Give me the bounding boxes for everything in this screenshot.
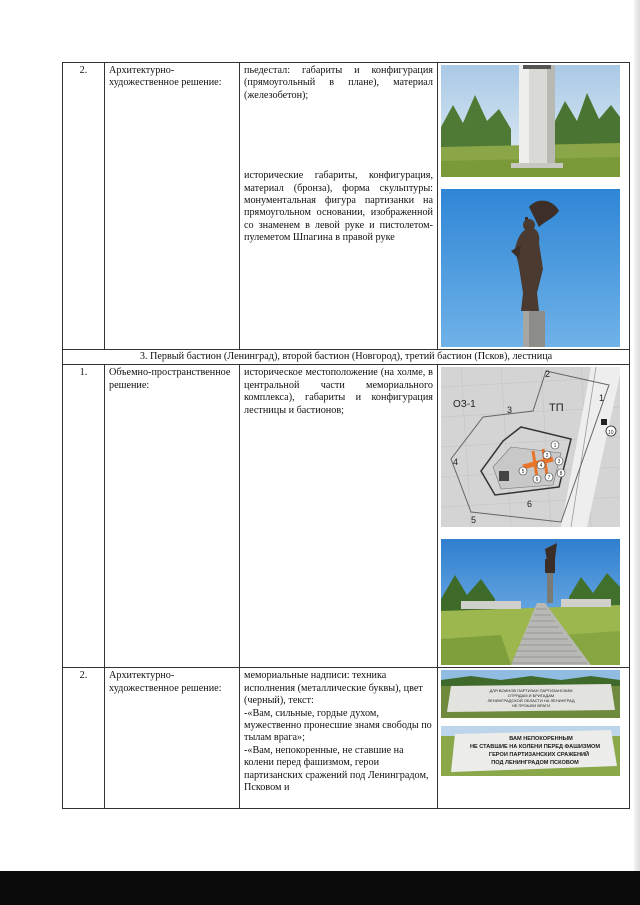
sculpture-photo [441, 189, 620, 347]
inscription-text-2: -«Вам, непокоренные, не ставшие на колени перед фашизмом, герои партизанских сражений под Ленинградом, Псковом и [244, 744, 429, 794]
pedestal-description: пьедестал: габариты и конфигурация (прямоугольный в плане), материал (железобетон); [244, 65, 433, 101]
plaque-1-line-2: ОТРЯДАМ И БРИГАДАМ [507, 693, 555, 699]
map-number-4: 4 [453, 457, 459, 468]
map-marker-8: 8 [559, 471, 563, 478]
row-images [438, 63, 630, 350]
map-number-10: 10 [608, 430, 614, 437]
row-images [438, 668, 630, 809]
row-number: 2. [63, 668, 105, 809]
row-number: 1. [63, 365, 105, 668]
stairs-photo [441, 539, 620, 665]
map-marker-2: 2 [545, 453, 549, 460]
plaque-photo-2 [441, 726, 620, 776]
section-header: 3. Первый бастион (Ленинград), второй бастион (Новгород), третий бастион (Псков), лестница [63, 350, 630, 365]
map-number-2: 2 [545, 369, 551, 380]
plaque-1-line-3: ЛЕНИНГРАДСКОЙ ОБЛАСТИ НА ЛЕНИНГРАД [487, 698, 575, 704]
map-marker-6: 6 [535, 477, 539, 484]
sculpture-description: исторические габариты, конфигурация, материал (бронза), форма скульптуры: монументальная фигура партизанки на прямоугольном основании, изображенной со знаменем в левой руке и пистолетом-пулеметом Шпагина в правой руке [244, 170, 433, 244]
row-description [240, 365, 438, 668]
row-description [240, 668, 438, 809]
map-marker-1: 1 [553, 443, 557, 450]
plaque-photo-1 [441, 670, 620, 718]
scan-edge [634, 0, 640, 905]
map-number-6: 6 [527, 499, 533, 510]
plaque-2-line-1: ВАМ НЕПОКОРЕННЫМ [509, 736, 573, 743]
row-description [240, 63, 438, 350]
plaque-2-line-3: ГЕРОИ ПАРТИЗАНСКИХ СРАЖЕНИЙ [488, 752, 590, 759]
table-row [63, 63, 630, 350]
zone-label: ОЗ-1 [453, 399, 476, 411]
plaque-2-line-4: ПОД ЛЕНИНГРАДОМ ПСКОВОМ [491, 760, 579, 767]
specification-table [62, 62, 630, 809]
row-type: Архитектурно-художественное решение: [105, 63, 240, 350]
plaque-1-line-4: НЕ ПРОШЛИ ВРАГИ [511, 703, 551, 709]
table-row [63, 365, 630, 668]
map-marker-4: 4 [539, 463, 543, 470]
row-images [438, 365, 630, 668]
plaque-2-line-2: НЕ СТАВШИЕ НА КОЛЕНИ ПЕРЕД ФАШИЗМОМ [469, 744, 601, 751]
map-number-1: 1 [599, 393, 605, 404]
inscription-text-1: -«Вам, сильные, гордые духом, мужественно пронесшие знамя свободы по тылам врага»; [244, 707, 432, 744]
row-type: Архитектурно-художественное решение: [105, 668, 240, 809]
map-number-5: 5 [471, 515, 477, 526]
row-number: 2. [63, 63, 105, 350]
site-plan-map [441, 367, 620, 527]
location-description: историческое местоположение (на холме, в центральной части мемориального комплекса), габариты и конфигурация лестницы и бастионов; [244, 367, 433, 416]
map-marker-5: 5 [521, 469, 525, 476]
pedestal-photo [441, 65, 620, 177]
scan-bottom-border [0, 871, 640, 905]
map-number-3: 3 [507, 405, 513, 416]
table-row [63, 668, 630, 809]
table-row [63, 350, 630, 365]
plaque-1-line-1: ДЛЯ ВОИНОВ ПАРТИЗАН ПАРТИЗАНСКИМ [489, 688, 573, 694]
tp-label: ТП [549, 402, 564, 415]
row-type: Объемно-пространственное решение: [105, 365, 240, 668]
map-marker-7: 7 [547, 475, 551, 482]
inscription-technique: мемориальные надписи: техника исполнения (металлические буквы), цвет (черный), текст: [244, 670, 423, 707]
map-marker-3: 3 [557, 459, 561, 466]
